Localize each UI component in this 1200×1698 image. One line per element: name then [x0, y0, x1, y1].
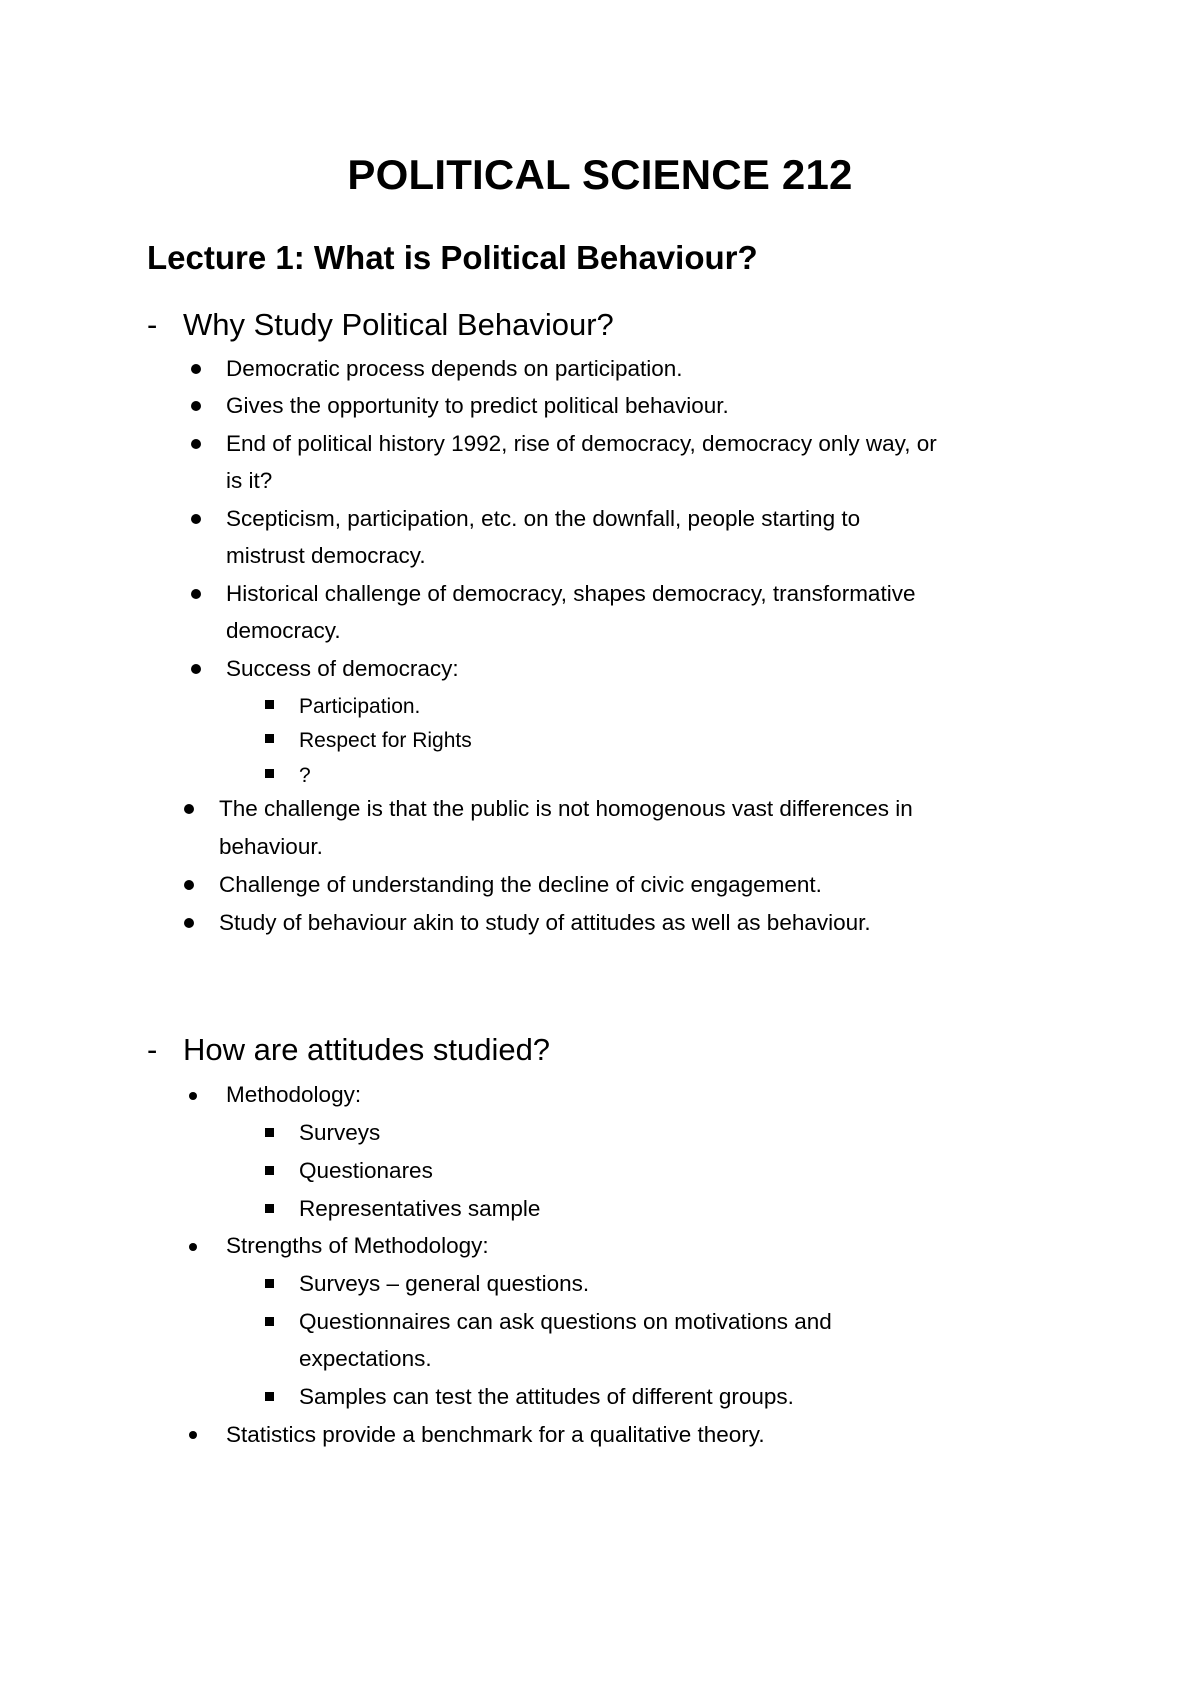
list-item: Statistics provide a benchmark for a qualitative theory. [226, 1422, 765, 1447]
dash-marker: - [147, 307, 158, 342]
bullet-icon [191, 664, 201, 674]
bullet-icon [191, 401, 201, 411]
lecture-heading: Lecture 1: What is Political Behaviour? [147, 239, 758, 276]
bullet-icon [191, 439, 201, 449]
bullet-icon [191, 514, 201, 524]
section-heading-text: How are attitudes studied? [183, 1032, 551, 1067]
list-item: Scepticism, participation, etc. on the downfall, people starting to [226, 506, 861, 531]
sub-list-item: Respect for Rights [299, 729, 472, 752]
bullet-icon [191, 364, 201, 374]
bullet-icon [189, 1092, 197, 1100]
bullet-icon [189, 1243, 197, 1251]
square-bullet-icon [265, 700, 274, 709]
sub-list-item-continuation: expectations. [299, 1346, 432, 1371]
list-item-continuation: democracy. [226, 618, 341, 643]
bullet-icon [189, 1431, 197, 1439]
list-item: Historical challenge of democracy, shapes democracy, transformative [226, 581, 916, 606]
sub-list-item: ? [299, 764, 311, 787]
section-heading-text: Why Study Political Behaviour? [183, 307, 614, 342]
bullet-icon [184, 918, 194, 928]
section-heading [147, 305, 614, 345]
square-bullet-icon [265, 1128, 274, 1137]
sub-list-item: Participation. [299, 695, 421, 718]
sub-list-item: Surveys [299, 1120, 381, 1145]
list-item: End of political history 1992, rise of democracy, democracy only way, or [226, 431, 937, 456]
sub-list-item: Representatives sample [299, 1196, 541, 1221]
sub-list-item: Samples can test the attitudes of different groups. [299, 1384, 794, 1409]
list-item-continuation: is it? [226, 468, 273, 493]
square-bullet-icon [265, 1392, 274, 1401]
square-bullet-icon [265, 1279, 274, 1288]
sub-list-item: Surveys – general questions. [299, 1271, 590, 1296]
list-item-continuation: mistrust democracy. [226, 543, 426, 568]
sub-list-item: Questionares [299, 1158, 433, 1183]
dash-marker: - [147, 1032, 158, 1067]
list-item: Gives the opportunity to predict political behaviour. [226, 393, 729, 418]
list-item: The challenge is that the public is not homogenous vast differences in [219, 796, 913, 821]
bullet-icon [184, 804, 194, 814]
square-bullet-icon [265, 1204, 274, 1213]
list-item: Success of democracy: [226, 656, 459, 681]
list-item: Methodology: [226, 1082, 362, 1107]
bullet-icon [191, 589, 201, 599]
section-heading [147, 1030, 550, 1070]
square-bullet-icon [265, 734, 274, 743]
square-bullet-icon [265, 769, 274, 778]
bullet-icon [184, 880, 194, 890]
document-title: POLITICAL SCIENCE 212 [347, 151, 853, 198]
list-item: Strengths of Methodology: [226, 1233, 489, 1258]
list-item: Challenge of understanding the decline of civic engagement. [219, 872, 822, 897]
square-bullet-icon [265, 1166, 274, 1175]
list-item: Study of behaviour akin to study of attitudes as well as behaviour. [219, 910, 871, 935]
sub-list-item: Questionnaires can ask questions on motivations and [299, 1309, 832, 1334]
square-bullet-icon [265, 1317, 274, 1326]
list-item: Democratic process depends on participation. [226, 356, 683, 381]
list-item-continuation: behaviour. [219, 834, 323, 859]
